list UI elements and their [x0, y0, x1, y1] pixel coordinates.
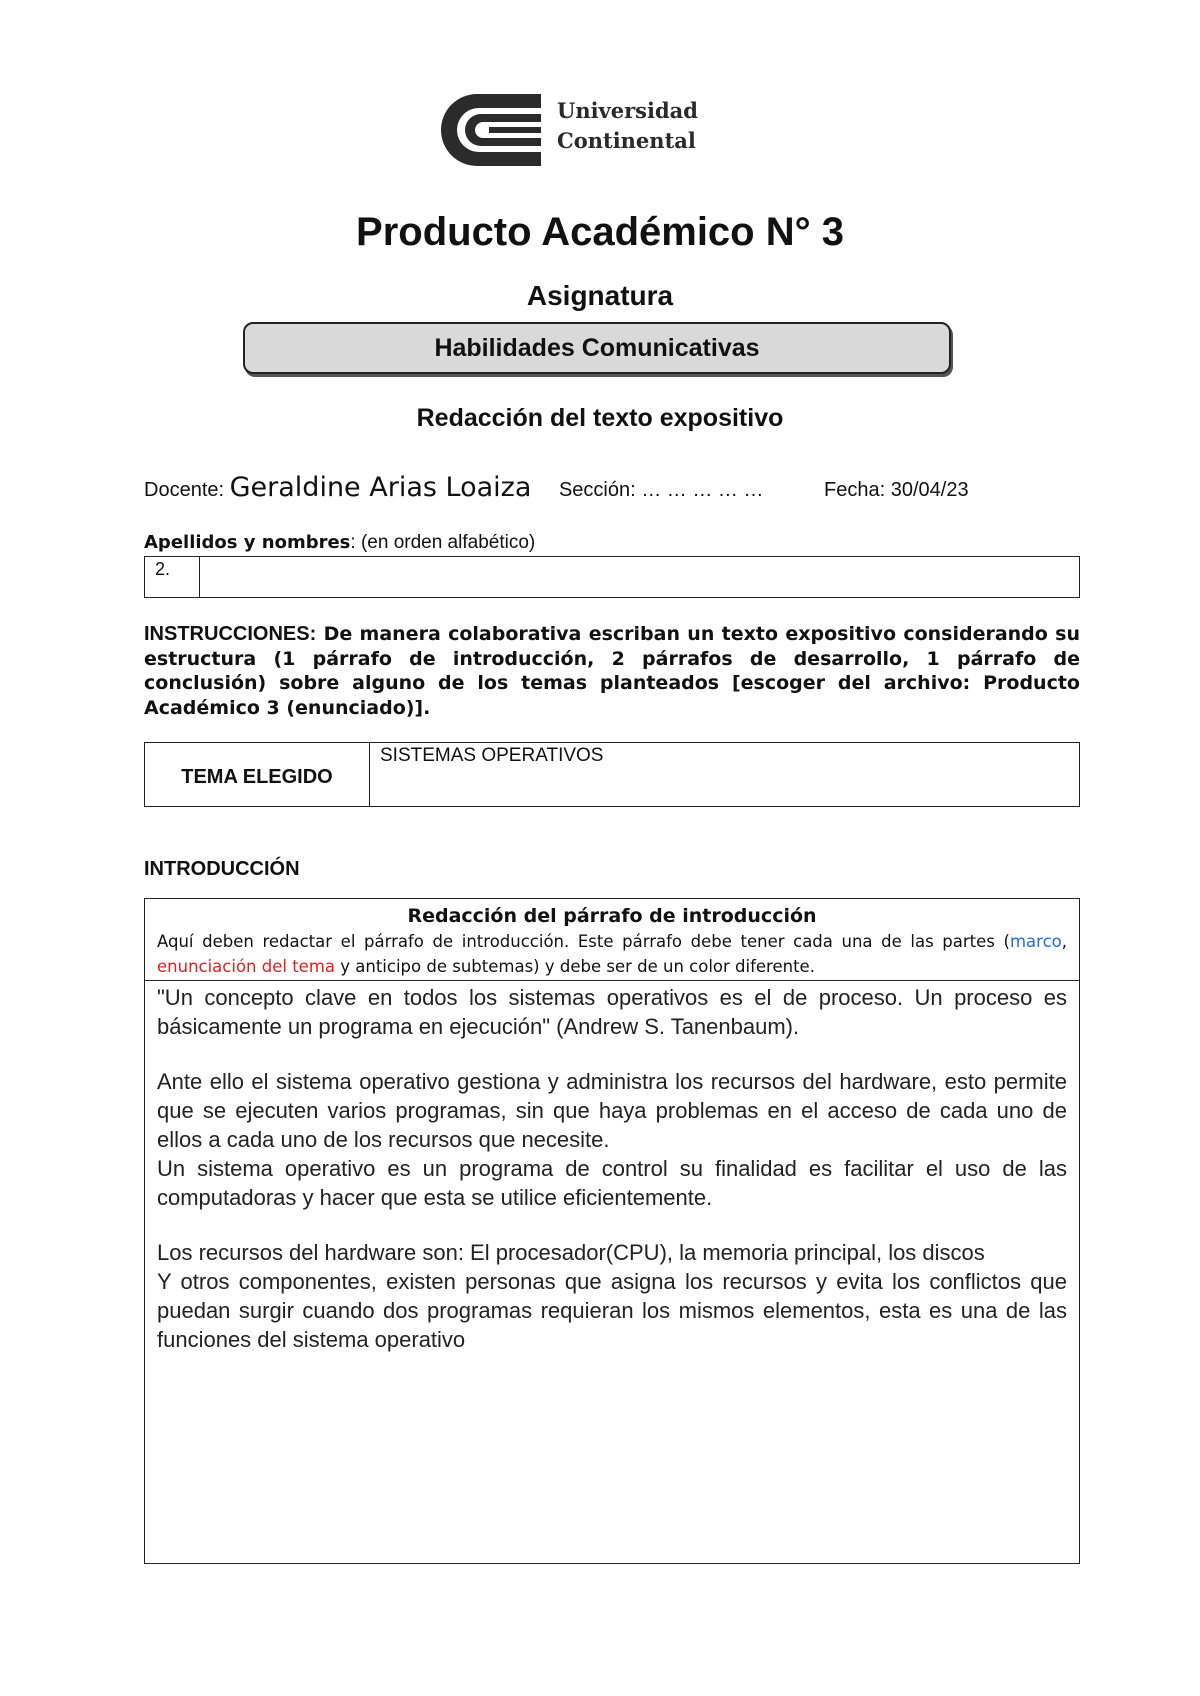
university-name-line2: Continental [557, 128, 696, 153]
names-label-note: : (en orden alfabético) [350, 532, 536, 553]
description-text-end: y anticipo de subtemas) y debe ser de un color diferente. [335, 957, 815, 976]
docente-name: Geraldine Arias Loaiza [229, 472, 532, 503]
names-table [144, 556, 1080, 598]
names-row-name[interactable] [200, 557, 1080, 598]
introduction-heading: INTRODUCCIÓN [144, 858, 300, 880]
table-row [145, 743, 1080, 807]
enunciacion-label: enunciación del tema [157, 957, 336, 976]
intro-paragraph-3: Un sistema operativo es un programa de control su finalidad es facilitar el uso de las computadoras y hacer que esta se utilice eficientemente. [157, 1156, 1067, 1210]
docente-label: Docente: [144, 479, 225, 501]
teacher-info-line [144, 472, 1084, 503]
introduction-body[interactable] [145, 981, 1079, 1354]
introduction-description [157, 929, 1067, 979]
instructions-label: INSTRUCCIONES: [144, 623, 317, 645]
uc-logo-icon [437, 90, 549, 170]
intro-paragraph-4: Los recursos del hardware son: El procesador(CPU), la memoria principal, los discos [157, 1240, 985, 1265]
seccion-value: … … … … … [641, 479, 764, 501]
introduction-guidance [145, 899, 1079, 981]
fecha-label: Fecha: [824, 479, 886, 501]
university-logo [437, 84, 715, 176]
intro-paragraph-5: Y otros componentes, existen personas que asigna los recursos y evita los conflictos que puedan surgir cuando dos programas requieran los mismos elementos, esta es una de las funciones del sistema operativo [157, 1269, 1067, 1352]
subject-box: Habilidades Comunicativas [243, 322, 951, 374]
page-title: Producto Académico N° 3 [356, 210, 844, 254]
marco-label: marco [1009, 932, 1062, 951]
introduction-box-title: Redacción del párrafo de introducción [407, 905, 817, 927]
names-label-bold: Apellidos y nombres [144, 532, 351, 553]
topic-label: TEMA ELEGIDO [145, 743, 370, 807]
assignment-title: Redacción del texto expositivo [416, 404, 784, 432]
university-name-line1: Universidad [557, 98, 698, 123]
description-text: Aquí deben redactar el párrafo de introducción. Este párrafo debe tener cada una de las partes ( [157, 932, 1010, 951]
names-row-number: 2. [145, 557, 200, 598]
topic-value[interactable]: SISTEMAS OPERATIVOS [370, 743, 1080, 807]
fecha-value: 30/04/23 [890, 479, 969, 501]
table-row [145, 557, 1080, 598]
names-label [144, 532, 535, 554]
subject-label: Asignatura [526, 280, 674, 311]
instructions-text: De manera colaborativa escriban un texto expositivo considerando su estructura (1 párrafo de introducción, 2 párrafos de desarrollo, 1 párrafo de conclusión) sobre alguno de los temas planteados [escoger del archivo: Producto Académico 3 (enunciado)]. [144, 623, 1080, 719]
introduction-box [144, 898, 1080, 1564]
intro-paragraph-1: "Un concepto clave en todos los sistemas operativos es el de proceso. Un proceso es básicamente un programa en ejecución" (Andrew S. Tanenbaum). [157, 985, 1067, 1039]
seccion-label: Sección: [558, 479, 636, 501]
topic-table [144, 742, 1080, 807]
instructions [144, 622, 1080, 720]
description-comma: , [1061, 932, 1067, 951]
intro-paragraph-2: Ante ello el sistema operativo gestiona y administra los recursos del hardware, esto permite que se ejecuten varios programas, sin que haya problemas en el acceso de cada uno de ellos a cada uno de los recursos que necesite. [157, 1069, 1067, 1152]
